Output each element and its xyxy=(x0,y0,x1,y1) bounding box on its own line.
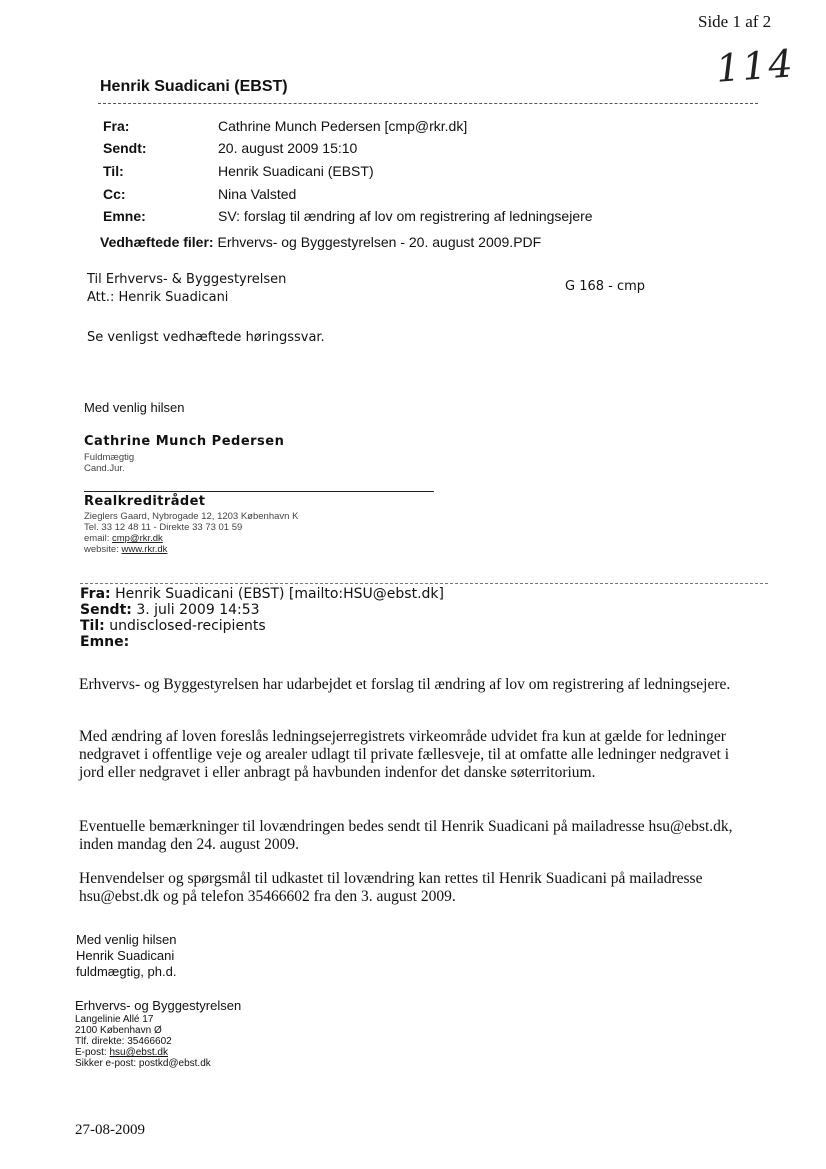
fwd-from-row xyxy=(80,586,444,602)
org-address: Zieglers Gaard, Nybrogade 12, 1203 København K xyxy=(84,511,299,522)
body-paragraph: Erhvervs- og Byggestyrelsen har udarbejdet et forslag til ændring af lov om registrering af ledningsejere. xyxy=(79,676,731,693)
fwd-to-value: undisclosed-recipients xyxy=(109,618,266,634)
header-label: Emne: xyxy=(103,208,146,224)
ebst-phone: Tlf. direkte: 35466602 xyxy=(75,1036,172,1047)
header-row-attachments xyxy=(100,234,740,250)
cover-body: Se venligst vedhæftede høringssvar. xyxy=(87,330,325,345)
closing-greeting: Med venlig hilsen xyxy=(76,932,177,947)
ebst-email-link[interactable]: hsu@ebst.dk xyxy=(109,1047,168,1058)
header-label: Fra: xyxy=(103,118,130,134)
header-value: Henrik Suadicani (EBST) xyxy=(218,163,374,179)
attachment-link[interactable]: Erhvervs- og Byggestyrelsen - 20. august 2009.PDF xyxy=(217,234,542,250)
header-label: Til: xyxy=(103,163,124,179)
ebst-info xyxy=(75,1014,241,1069)
header-label: Sendt: xyxy=(103,140,147,156)
cover-to-line: Til Erhvervs- & Byggestyrelsen xyxy=(87,272,287,287)
org-web-label: website: xyxy=(84,544,122,555)
ebst-street: Langelinie Allé 17 xyxy=(75,1014,154,1025)
header-value: Cathrine Munch Pedersen [cmp@rkr.dk] xyxy=(218,118,468,134)
org-phone: Tel. 33 12 48 11 - Direkte 33 73 01 59 xyxy=(84,522,243,533)
org-email-link[interactable]: cmp@rkr.dk xyxy=(111,533,163,544)
footer-date: 27-08-2009 xyxy=(75,1122,145,1138)
header-divider xyxy=(98,103,758,104)
closing-title: fuldmægtig, ph.d. xyxy=(76,964,177,979)
cover-closing: Med venlig hilsen xyxy=(84,400,185,415)
org-web-link[interactable]: www.rkr.dk xyxy=(121,544,168,555)
fwd-to-label: Til: xyxy=(80,618,105,634)
body-paragraph: Eventuelle bemærkninger til lovændringen bedes sendt til Henrik Suadicani på mailadresse hsu@ebst.dk, inden mandag den 24. august 2009. xyxy=(79,818,733,853)
ebst-secure-email: Sikker e-post: postkd@ebst.dk xyxy=(75,1058,211,1069)
body-paragraph: Henvendelser og spørgsmål til udkastet til lovændring kan rettes til Henrik Suadicani på mailadresse hsu@ebst.dk og på telefon 35466602 fra den 3. august 2009. xyxy=(79,870,703,905)
email-closing xyxy=(76,932,176,980)
handwritten-number: 114 xyxy=(714,41,796,91)
signature-title-line: Fuldmægtig xyxy=(84,452,135,463)
forwarded-header xyxy=(80,586,444,650)
cover-att-line: Att.: Henrik Suadicani xyxy=(87,290,229,305)
fwd-sent-label: Sendt: xyxy=(80,602,132,618)
header-value: 20. august 2009 15:10 xyxy=(218,140,358,156)
org-email-label: email: xyxy=(84,533,112,544)
ebst-name: Erhvervs- og Byggestyrelsen xyxy=(75,998,242,1013)
signature-title xyxy=(84,452,134,474)
fwd-to-row xyxy=(80,618,444,634)
org-name: Realkreditrådet xyxy=(84,494,206,509)
fwd-subject-label: Emne: xyxy=(80,634,130,650)
header-label: Vedhæftede filer: xyxy=(100,234,214,250)
closing-name: Henrik Suadicani xyxy=(76,948,175,963)
org-email-line xyxy=(84,533,298,544)
reference: G 168 - cmp xyxy=(565,279,646,294)
ebst-city: 2100 København Ø xyxy=(75,1025,162,1036)
signature-degree-line: Cand.Jur. xyxy=(84,463,125,474)
header-value: Nina Valsted xyxy=(218,186,297,202)
ebst-email-label: E-post: xyxy=(75,1047,110,1058)
sender-title: Henrik Suadicani (EBST) xyxy=(100,78,288,95)
ebst-signature xyxy=(75,998,241,1069)
fwd-sent-row xyxy=(80,602,444,618)
fwd-subject-row xyxy=(80,634,444,650)
org-info xyxy=(84,511,298,555)
signature-name: Cathrine Munch Pedersen xyxy=(84,434,285,449)
cover-recipient xyxy=(87,271,286,307)
signature-divider xyxy=(84,491,434,492)
fwd-sent-value: 3. juli 2009 14:53 xyxy=(136,602,260,618)
page-number: Side 1 af 2 xyxy=(698,12,772,31)
header-label: Cc: xyxy=(103,186,126,202)
body-paragraph: Med ændring af loven foreslås ledningsejerregistrets virkeområde udvidet fra kun at gælde for ledninger nedgravet i offentlige veje og arealer udlagt til private fællesveje, til at omfatte alle ledninger nedgravet i jord eller nedgravet i eller anbragt på havbunden indenfor det danske søterritorium. xyxy=(79,728,730,781)
fwd-from-value: Henrik Suadicani (EBST) [mailto:HSU@ebst.dk] xyxy=(115,586,444,602)
org-web-line xyxy=(84,544,298,555)
fwd-from-label: Fra: xyxy=(80,586,111,602)
ebst-email-line xyxy=(75,1047,241,1058)
forward-divider xyxy=(80,583,768,584)
header-value: SV: forslag til ændring af lov om registrering af ledningsejere xyxy=(218,208,593,224)
